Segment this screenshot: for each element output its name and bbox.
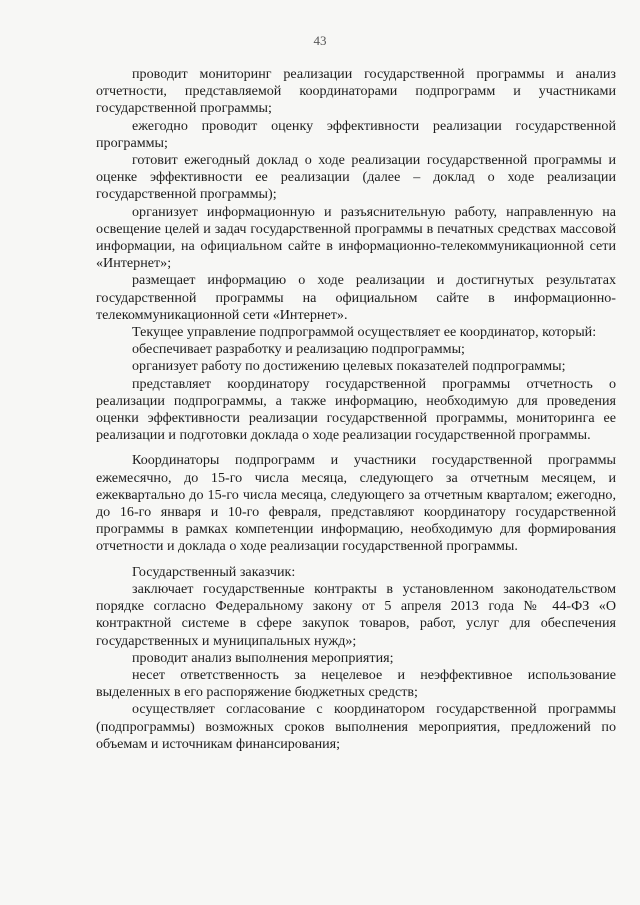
document-body [96, 66, 616, 753]
paragraph: размещает информацию о ходе реализации и достигнутых результатах государственной программы на официальном сайте в информационно-телекоммуникационной сети «Интернет». [96, 272, 616, 323]
paragraph: обеспечивает разработку и реализацию подпрограммы; [132, 341, 465, 358]
paragraph: Текущее управление подпрограммой осуществляет ее координатор, который: [132, 324, 597, 341]
paragraph: несет ответственность за нецелевое и неэффективное использование выделенных в его распоряжение бюджетных средств; [96, 666, 616, 701]
paragraph: проводит анализ выполнения мероприятия; [132, 649, 394, 666]
paragraph: Координаторы подпрограмм и участники государственной программы ежемесячно, до 15-го числа месяца, следующего за отчетным месяцем, и ежеквартально до 15-го числа месяца, следующего за отчетным кварталом; ежегодно, до 16-го января и 10-го февраля, представляют координатору государственной программы в рамках компетенции информацию, необходимую для формирования отчетности и доклада о ходе реализации государственной программы. [96, 452, 616, 555]
paragraph: организует работу по достижению целевых показателей подпрограммы; [132, 358, 566, 375]
paragraph: представляет координатору государственной программы отчетность о реализации подпрограммы, а также информацию, необходимую для проведения оценки эффективности реализации государственной программы, мониторинга ее реализации и подготовки доклада о ходе реализации государственной программы. [96, 375, 616, 444]
paragraph: организует информационную и разъяснительную работу, направленную на освещение целей и задач государственной программы в печатных средствах массовой информации, на официальном сайте в информационно-телекоммуникационной сети «Интернет»; [96, 203, 616, 272]
paragraph: Государственный заказчик: [132, 563, 296, 580]
paragraph: заключает государственные контракты в установленном законодательством порядке согласно Федеральному закону от 5 апреля 2013 года № 44-ФЗ «О контрактной системе в сфере закупок товаров, работ, услуг для обеспечения государственных и муниципальных нужд»; [96, 580, 616, 649]
page-number: 43 [313, 33, 327, 48]
paragraph: осуществляет согласование с координатором государственной программы (подпрограммы) возможных сроков выполнения мероприятия, предложений по объемам и источникам финансирования; [96, 701, 616, 752]
paragraph: проводит мониторинг реализации государственной программы и анализ отчетности, представляемой координаторами подпрограмм и участниками государственной программы; [96, 66, 616, 117]
paragraph: ежегодно проводит оценку эффективности реализации государственной программы; [96, 117, 616, 151]
paragraph: готовит ежегодный доклад о ходе реализации государственной программы и оценке эффективности ее реализации (далее – доклад о ходе реализации государственной программы); [96, 152, 616, 203]
